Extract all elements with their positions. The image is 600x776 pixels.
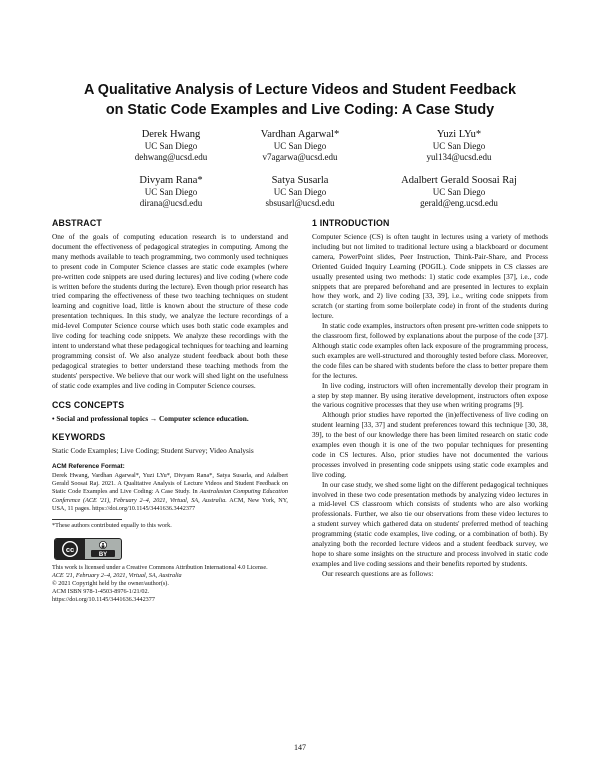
page-number: 147 [294, 743, 306, 752]
author-affiliation: UC San Diego [432, 141, 486, 151]
author-email[interactable]: v7agarwa@ucsd.edu [262, 152, 338, 162]
author-email[interactable]: dirana@ucsd.edu [139, 198, 203, 208]
author-affiliation: UC San Diego [144, 141, 198, 151]
footnote: *These authors contributed equally to this work. [52, 521, 172, 529]
author-name: Derek Hwang [141, 129, 201, 140]
author-name: Satya Susarla [271, 175, 329, 186]
license-line-2: ACE '21, February 2–4, 2021, Virtual, SA, Australia [52, 571, 182, 579]
keywords-text: Static Code Examples; Live Coding; Student Survey; Video Analysis [52, 446, 254, 456]
license-line-4: ACM ISBN 978-1-4503-8976-1/21/02. [52, 588, 150, 596]
acm-reference-label: ACM Reference Format: [52, 463, 125, 471]
acm-reference-tail[interactable]: ACM, New York, NY, USA, 11 pages. https://doi.org/10.1145/3441636.3442377 [52, 496, 288, 512]
introduction-heading: 1 INTRODUCTION [312, 218, 390, 228]
cc-circle-icon [61, 540, 79, 558]
intro-paragraph-4: Although prior studies have reported the (in)effectiveness of live coding on student learning [33, 37] and student preferences toward this technique [30, 38, 39], to the best of our knowledge there has been limited research on static code examples even though it is one of the two popular techniques for presenting code in CS lectures. Also, prior studies have not documented the various processes involved in presenting code snippets using static code examples and live coding. [312, 410, 548, 479]
left-column [52, 218, 288, 604]
cc-icon [55, 539, 85, 559]
right-column [312, 218, 548, 579]
author-name: Yuzi LYu* [436, 129, 482, 140]
intro-paragraph-2: In static code examples, instructors often present pre-written code snippets to the classroom first, followed by explanations about the purpose of the code [37]. Although static code examples often lack exposure of the programming process, such examples are well-structured and thoroughly tested before class. Moreover, the code files can be shared with students before the class to better prepare them for the lectures. [312, 321, 548, 380]
author-affiliation: UC San Diego [273, 141, 327, 151]
by-icon-text: BY [98, 551, 108, 558]
ccs-heading: CCS CONCEPTS [52, 399, 125, 410]
author-block [374, 128, 544, 163]
acm-reference-text [52, 472, 288, 512]
license-line-1[interactable]: This work is licensed under a Creative Commons Attribution International 4.0 License. [52, 563, 268, 571]
ccs-text: • Social and professional topics → Computer science education. [52, 413, 249, 423]
license-line-5[interactable]: https://doi.org/10.1145/3441636.3442377 [52, 596, 155, 604]
title-line-1: A Qualitative Analysis of Lecture Videos and Student Feedback [83, 82, 517, 98]
author-block [215, 174, 385, 209]
intro-paragraph-5: In our case study, we shed some light on the different pedagogical techniques involved in these two code presentation methods by analyzing video lectures in a mid-level CS classroom which consists of students who are also working professionals. Further, we also tie our observations from these video lectures to a student survey which gathered data on students' preferred method of teaching programming (static code examples, live coding, or a combination of both). By analyzing both the recorded lecture videos and a student feedback survey, we hope to share some insights on the structure and process involved in static code examples and live coding sessions and their benefits reported by students. [312, 479, 548, 568]
author-email[interactable]: yul134@ucsd.edu [426, 152, 492, 162]
license-line-3: © 2021 Copyright held by the owner/author(s). [52, 579, 169, 587]
author-affiliation: UC San Diego [273, 187, 327, 197]
acm-reference-authors: Derek Hwang, Vardhan Agarwal*, Yuzi LYu*, Divyam Rana*, Satya Susarla, and Adalbert Gerald Soosai Raj. 2021. A Qualitative Analysis of Lecture Videos and Student Feedback on Static Code Examples and Live Coding: A Case Study. In [52, 472, 288, 496]
author-email[interactable]: gerald@eng.ucsd.edu [420, 198, 498, 208]
author-affiliation: UC San Diego [144, 187, 198, 197]
author-name: Vardhan Agarwal* [260, 129, 340, 140]
author-name: Adalbert Gerald Soosai Raj [401, 175, 517, 186]
author-affiliation: UC San Diego [432, 187, 486, 197]
abstract-text: One of the goals of computing education research is to understand and document the effectiveness of pedagogical strategies in computing. Among the many methods available to teach programming, two commonly used techniques to present code in Computer Science classes are static code examples (where pre-written code snippets are used during lectures) and live coding (where code is written before the students during the lecture). Even though prior research has tried comparing the effectiveness of these two teaching techniques on student learning and cognitive load, little is known about the structure of these code presentation techniques. In this study, we analyze the lecture recordings of a mid-level Computer Science course which uses both static code examples and live coding for teaching code snippets. We analyze these recordings with the intent to understand what these pedagogical techniques for teaching and learning programming consist of. We also analyze student feedback about both these pedagogical strategies to better understand these teaching methods from the students' perspective. We believe that our work will shed light on the usefulness of static code examples and live coding in Computer Science courses. [52, 232, 288, 390]
intro-paragraph-6: Our research questions are as follows: [322, 568, 434, 578]
acm-reference-venue: Australasian Computing Education Conference (ACE '21), February 2–4, 2021, Virtual, SA, Australia. [52, 488, 288, 504]
author-name: Divyam Rana* [139, 175, 203, 186]
cc-icon-text: cc [65, 544, 75, 554]
author-block [215, 128, 385, 163]
cc-by-license-badge[interactable] [54, 538, 122, 560]
abstract-heading: ABSTRACT [52, 218, 102, 228]
author-block [374, 174, 544, 209]
attribution-person-icon [88, 540, 118, 558]
keywords-heading: KEYWORDS [52, 432, 106, 443]
footnote-rule [52, 519, 122, 520]
author-email[interactable]: sbsusarl@ucsd.edu [265, 198, 335, 208]
by-icon [85, 540, 121, 558]
author-email[interactable]: dehwang@ucsd.edu [134, 152, 208, 162]
paper-title [40, 80, 560, 120]
intro-paragraph-1: Computer Science (CS) is often taught in lectures using a variety of methods including but not limited to traditional lecture using a blackboard or document camera, PowerPoint slides, Peer Instruction, Think-Pair-Share, and Process Oriented Guided Inquiry Learning (POGIL). Code snippets in CS classes are usually presented using two methods: 1) static code examples [37], i.e., code snippets that are prepared beforehand and are presented in lectures to explain how they work, and 2) live coding [33, 39], i.e., writing code snippets from scratch (or starting from some boilerplate code) in front of the students during lecture. [312, 232, 548, 321]
title-line-2: on Static Code Examples and Live Coding: A Case Study [105, 102, 495, 118]
intro-paragraph-3: In live coding, instructors will often incrementally develop their program in a step by step manner. By using iterative development, instructors often expose the various cognitive processes that they use when writing programs [9]. [312, 380, 548, 410]
